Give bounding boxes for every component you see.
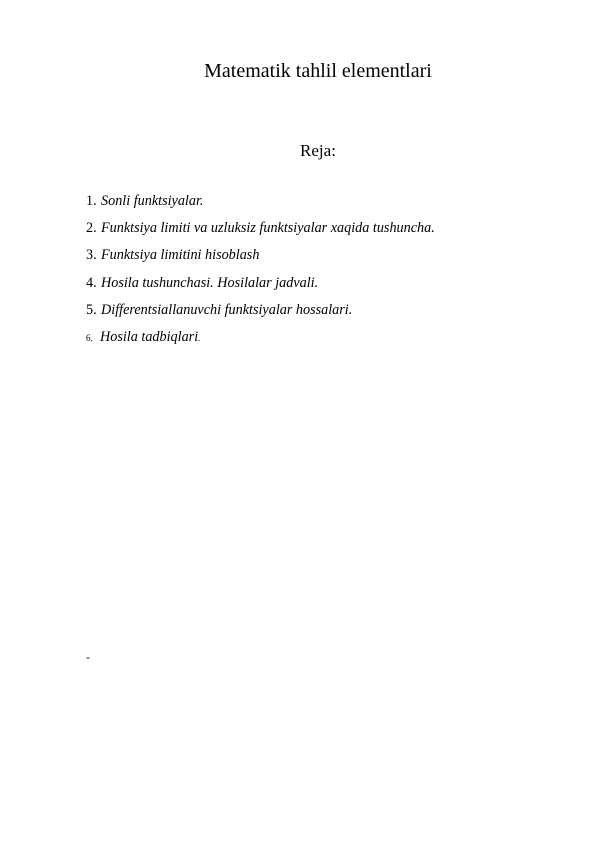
list-item-text: Hosila tushunchasi. Hosilalar jadvali. <box>101 274 319 291</box>
plan-heading: Reja: <box>300 141 336 160</box>
list-item <box>86 193 566 220</box>
list-item <box>86 329 566 356</box>
list-item <box>86 247 566 274</box>
list-item-number: 4. <box>86 274 97 291</box>
list-item <box>86 220 566 247</box>
stray-dash-mark: - <box>86 650 90 664</box>
list-item-trailing-period: . <box>198 332 201 343</box>
list-item-text: Funktsiya limiti va uzluksiz funktsiyalar xaqida tushuncha. <box>101 220 435 237</box>
list-item-text: Funktsiya limitini hisoblash <box>101 247 260 264</box>
list-item-number: 2. <box>86 220 97 237</box>
list-item <box>86 275 566 302</box>
list-item-number: 3. <box>86 247 97 264</box>
list-item-number: 5. <box>86 301 97 318</box>
plan-list <box>86 193 566 356</box>
list-item-number: 1. <box>86 193 97 209</box>
document-title: Matematik tahlil elementlari <box>204 60 432 82</box>
list-item <box>86 302 566 329</box>
list-item-text: Hosila tadbiqlari <box>100 328 199 345</box>
list-item-text: Differentsiallanuvchi funktsiyalar hossalari. <box>101 301 353 318</box>
list-item-text: Sonli funktsiyalar. <box>101 193 204 209</box>
list-item-number: 6. <box>86 332 93 343</box>
